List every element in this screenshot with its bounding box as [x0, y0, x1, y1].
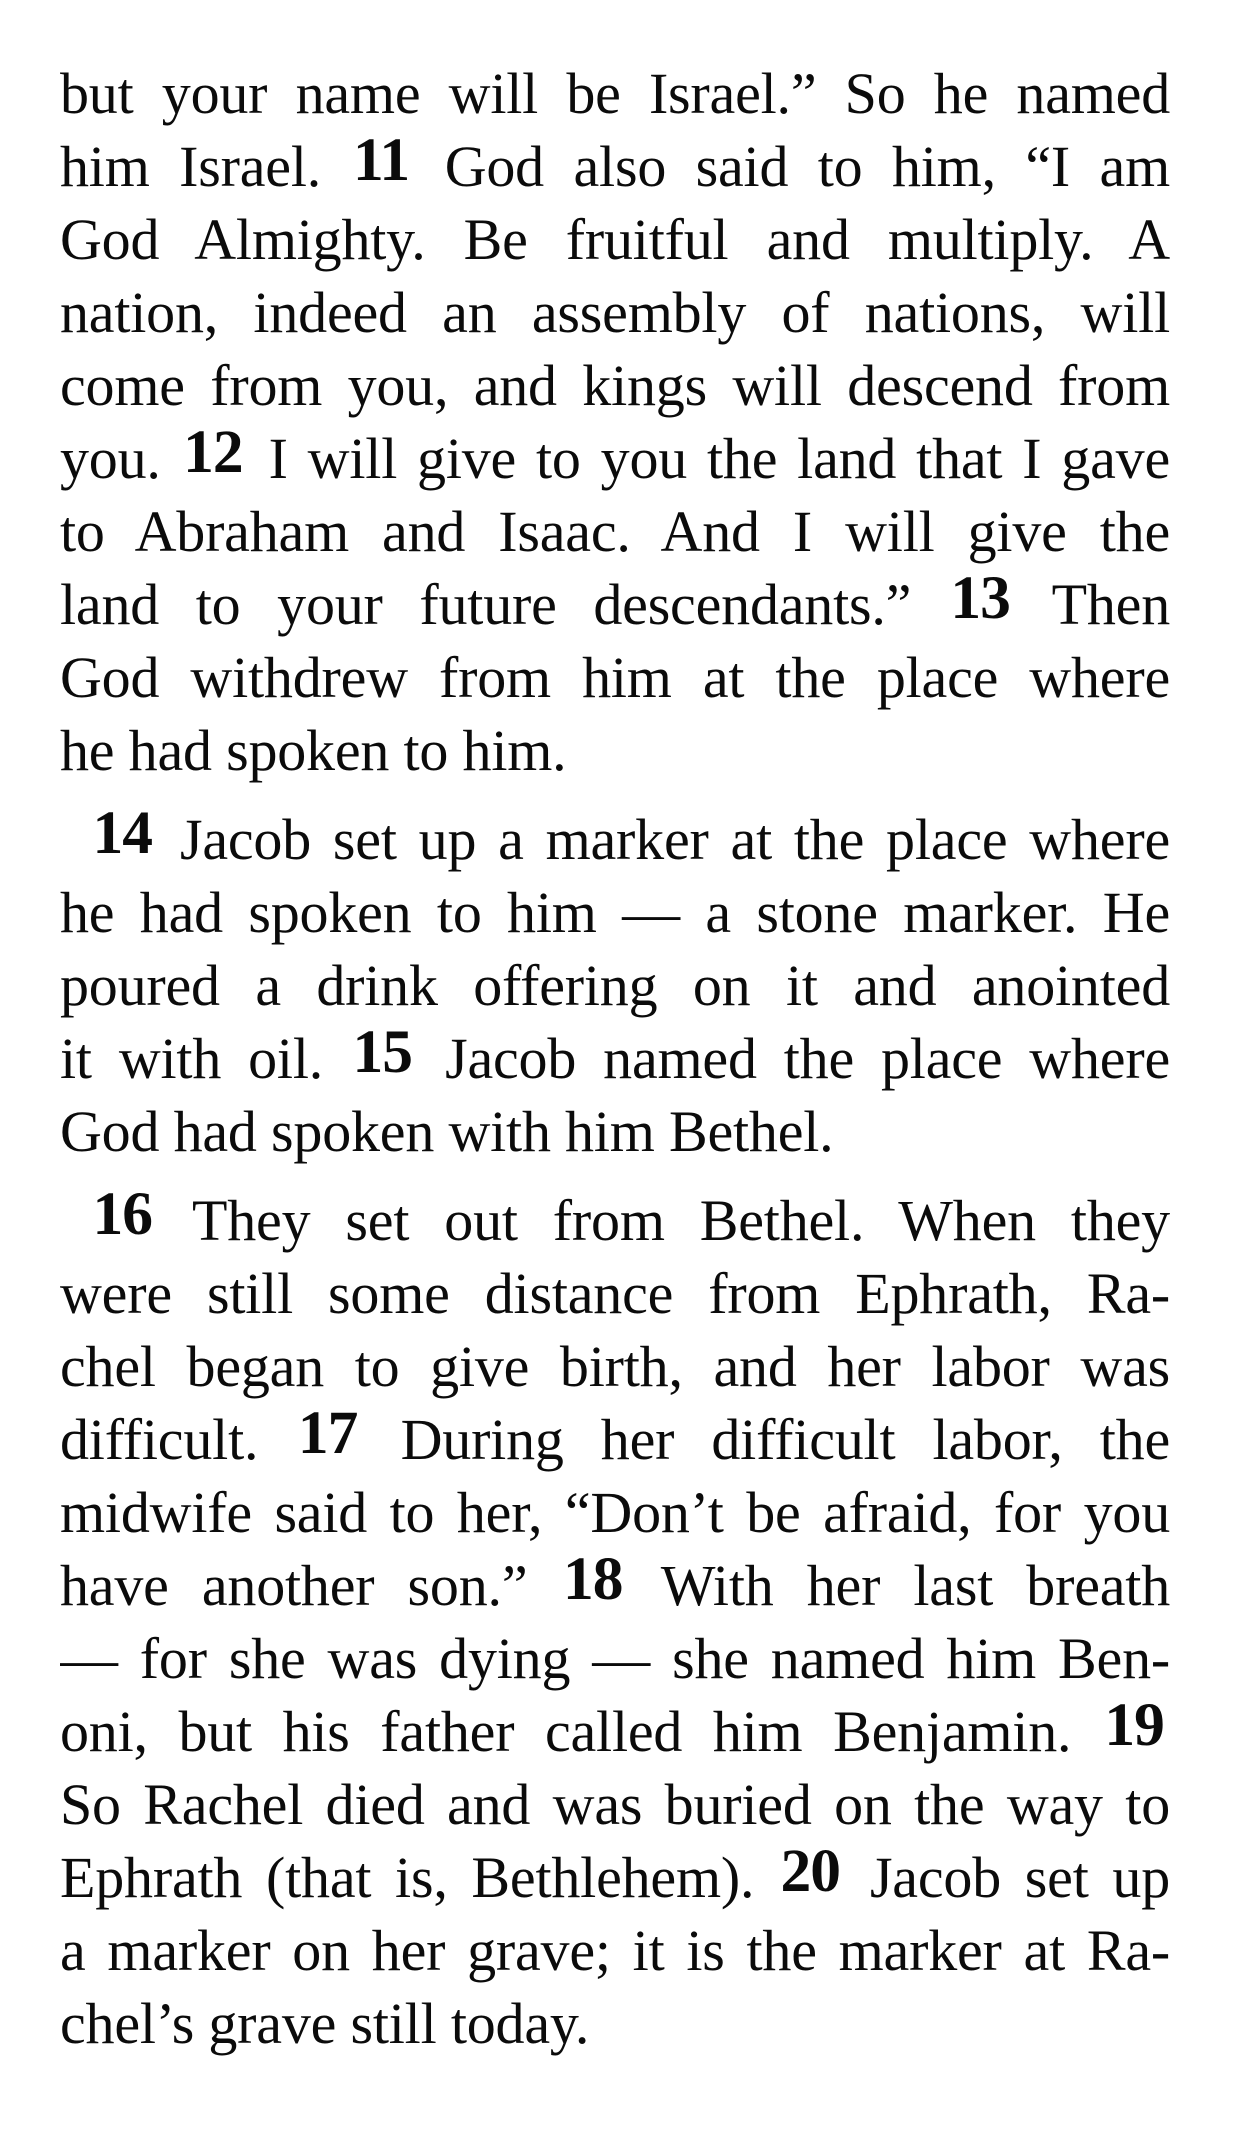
text-line [60, 1184, 1170, 1257]
text-line [60, 876, 1170, 949]
text-line [60, 1987, 1170, 2060]
text-line [60, 1914, 1170, 1987]
text-line [60, 1403, 1170, 1476]
verse-text: Ephrath (that is, Bethlehem). [60, 1845, 779, 1910]
text-line [60, 714, 1170, 787]
verse-text: land to your future descendants.” [60, 572, 948, 637]
verse-text: but your name will be Israel.” So he named [60, 61, 1170, 126]
verse-text: God withdrew from him at the place where [60, 645, 1170, 710]
verse-text: During her difficult labor, the [363, 1407, 1170, 1472]
text-line [60, 568, 1170, 641]
text-line [60, 1095, 1170, 1168]
verse-text: With her last breath [628, 1553, 1170, 1618]
verse-text: have another son.” [60, 1553, 561, 1618]
text-line [60, 349, 1170, 422]
verse-text: — for she was dying — she named him Ben- [60, 1626, 1170, 1691]
verse-text: God also said to him, “I am [415, 134, 1170, 199]
text-line [60, 276, 1170, 349]
verse-text: difficult. [60, 1407, 296, 1472]
verse-text: him Israel. [60, 134, 351, 199]
verse-text: So Rachel died and was buried on the way to [60, 1772, 1170, 1837]
verse-text: I will give to you the land that I gave [248, 426, 1170, 491]
verse-text: Jacob set up a marker at the place where [158, 807, 1170, 872]
text-line [60, 1549, 1170, 1622]
text-line [60, 422, 1170, 495]
verse-text: come from you, and kings will descend from [60, 353, 1170, 418]
text-line [60, 1768, 1170, 1841]
verse-number: 11 [352, 130, 410, 194]
verse-text: a marker on her grave; it is the marker at Ra- [60, 1918, 1170, 1983]
verse-text: he had spoken to him — a stone marker. He [60, 880, 1170, 945]
verse-text: nation, indeed an assembly of nations, will [60, 280, 1170, 345]
text-line [60, 203, 1170, 276]
verse-text: to Abraham and Isaac. And I will give the [60, 499, 1170, 564]
text-line [60, 1476, 1170, 1549]
paragraph [60, 57, 1170, 787]
text-line [60, 803, 1170, 876]
verse-text: They set out from Bethel. When they [158, 1188, 1170, 1253]
verse-text: poured a drink offering on it and anointed [60, 953, 1170, 1018]
verse-text: he had spoken to him. [60, 718, 567, 783]
verse-text: it with oil. [60, 1026, 351, 1091]
verse-number: 12 [183, 422, 243, 486]
verse-number: 17 [297, 1403, 358, 1467]
text-line [60, 1257, 1170, 1330]
paragraph [60, 803, 1170, 1168]
verse-text: chel began to give birth, and her labor was [60, 1334, 1170, 1399]
text-line [60, 1022, 1170, 1095]
verse-text: chel’s grave still today. [60, 1991, 590, 2056]
text-line [60, 130, 1170, 203]
verse-number: 20 [780, 1841, 841, 1905]
verse-text: God Almighty. Be fruitful and multiply. A [60, 207, 1170, 272]
verse-number: 19 [1104, 1695, 1164, 1759]
verse-text: midwife said to her, “Don’t be afraid, for you [60, 1480, 1170, 1545]
text-line [60, 949, 1170, 1022]
text-line [60, 495, 1170, 568]
verse-text: oni, but his father called him Benjamin. [60, 1699, 1102, 1764]
verse-text: Then [1015, 572, 1170, 637]
text-line [60, 641, 1170, 714]
verse-text: you. [60, 426, 181, 491]
verse-number: 16 [92, 1184, 152, 1248]
verse-number: 18 [562, 1549, 623, 1613]
verse-number: 14 [92, 803, 152, 867]
verse-text: God had spoken with him Bethel. [60, 1099, 834, 1164]
text-line [60, 57, 1170, 130]
verse-number: 15 [352, 1022, 412, 1086]
verse-number: 13 [950, 568, 1010, 632]
verse-text: Jacob set up [846, 1845, 1170, 1910]
verse-text: Jacob named the place where [418, 1026, 1170, 1091]
text-line [60, 1622, 1170, 1695]
text-line [60, 1841, 1170, 1914]
text-line [60, 1695, 1170, 1768]
text-line [60, 1330, 1170, 1403]
verse-text: were still some distance from Ephrath, Ra- [60, 1261, 1170, 1326]
paragraph [60, 1184, 1170, 2060]
